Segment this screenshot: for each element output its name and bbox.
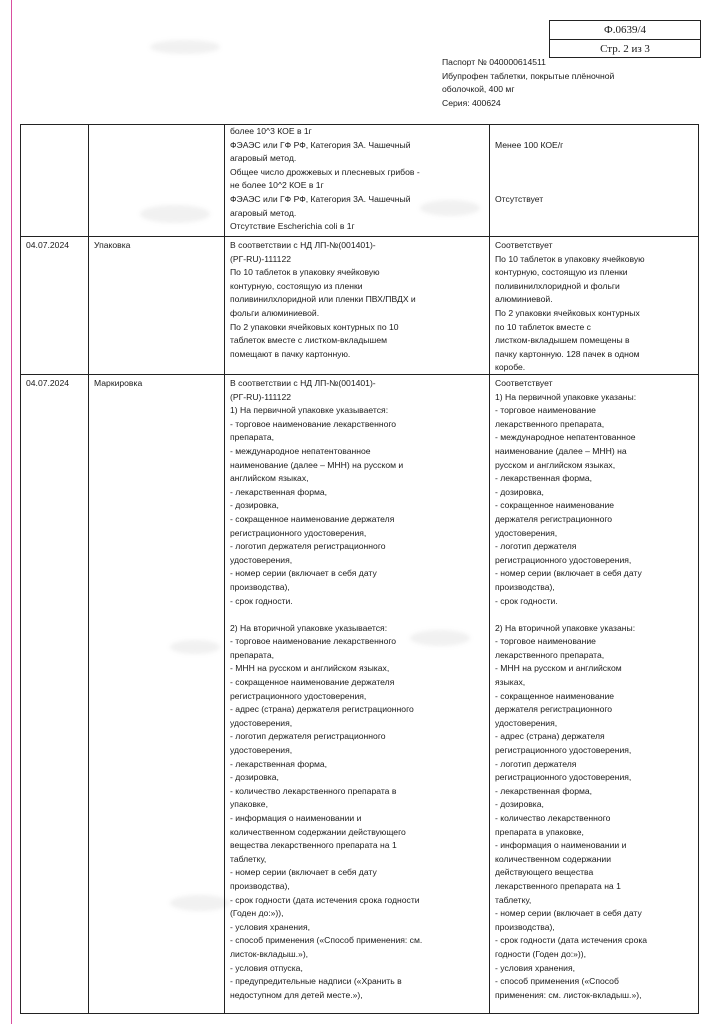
text-line: таблетку, [495,894,532,905]
text-line: применения: см. листок-вкладыш.»), [495,989,642,1000]
text-line: Менее 100 КОЕ/г [495,139,564,150]
product-name-line-2: оболочкой, 400 мг [442,84,515,94]
text-line: поливинилхлоридной и фольги [495,280,620,291]
text-line [230,608,422,622]
text-line: удостоверения, [230,554,293,565]
text-line: наименование (далее – МНН) на [495,445,627,456]
text-line: - номер серии (включает в себя дату [230,867,377,878]
text-line: пачку картонную. 128 пачек в одном [495,348,640,359]
row-requirement [230,377,422,1002]
text-line: препарата, [230,432,275,443]
text-line: - информация о наименовании и [495,840,627,851]
text-line: - адрес (страна) держателя регистрационного [230,704,414,715]
text-line: 1) На первичной упаковке указывается: [230,405,389,416]
scan-smudge [150,40,220,54]
text-line: удостоверения, [495,717,558,728]
text-line: - условия отпуска, [230,962,303,973]
text-line: - информация о наименовании и [230,813,362,823]
text-line: недоступном для детей месте.»), [230,989,363,1000]
text-line: контурную, состоящую из пленки [495,267,628,278]
text-line: 2) На вторичной упаковке указывается: [230,622,388,633]
text-line: более 10^3 КОЕ в 1г [230,126,312,136]
text-line: - способ применения («Способ применения: см. [230,935,423,946]
text-line: - лекарственная форма, [495,785,593,796]
text-line: производства), [230,581,290,592]
text-line: - дозировка, [230,772,279,783]
text-line: По 10 таблеток в упаковку ячейковую [495,253,645,264]
text-line: - номер серии (включает в себя дату [495,908,642,919]
text-line: держателя регистрационного [495,513,613,524]
text-line: Соответствует [495,378,553,388]
text-line: производства), [230,880,290,891]
text-line: фольги алюминиевой. [230,307,320,318]
text-line: русском и английском языках, [495,459,616,470]
row-parameter: Маркировка [94,378,143,388]
text-line: листок-вкладыш.»), [230,948,309,959]
text-line: годности (Годен до:»)), [495,948,587,959]
text-line: лекарственного препарата на 1 [495,880,621,891]
page-number: Стр. 2 из 3 [550,39,700,58]
text-line: количественном содержании действующего [230,826,406,837]
text-line: - лекарственная форма, [495,473,593,484]
text-line: - предупредительные надписи («Хранить в [230,976,402,987]
text-line: - торговое наименование лекарственного [230,636,397,647]
column-divider [88,125,89,1013]
text-line: В соответствии с НД ЛП-№(001401)- [230,378,376,388]
row-date: 04.07.2024 [26,240,70,250]
text-line: ФЭАЭС или ГФ РФ, Категория 3А. Чашечный [230,193,411,204]
text-line: - дозировка, [230,500,279,511]
text-line: контурную, состоящую из пленки [230,280,363,291]
text-line: По 2 упаковки ячейковых контурных по 10 [230,321,399,332]
text-line: - дозировка, [495,799,544,810]
text-line: регистрационного удостоверения, [495,772,632,783]
text-line: - условия хранения, [230,921,311,932]
text-line: регистрационного удостоверения, [495,554,632,565]
text-line: препарата в упаковке, [495,826,584,837]
text-line: лекарственного препарата, [495,649,605,660]
text-line: ФЭАЭС или ГФ РФ, Категория 3А. Чашечный [230,139,411,150]
text-line: алюминиевой. [495,294,553,305]
text-line: регистрационного удостоверения, [230,690,367,701]
text-line: поливинилхлоридной или пленки ПВХ/ПВДХ и [230,294,416,305]
text-line: препарата, [230,649,275,660]
text-line: листком-вкладышем помещены в [495,335,630,346]
text-line: В соответствии с НД ЛП-№(001401)- [230,240,376,250]
text-line: - сокращенное наименование [495,690,615,701]
text-line: - МНН на русском и английском [495,663,622,674]
row-parameter: Упаковка [94,240,131,250]
text-line [495,608,647,622]
text-line: - торговое наименование лекарственного [230,418,397,429]
text-line: Отсутствие Escherichia coli в 1г [230,221,355,232]
text-line: лекарственного препарата, [495,418,605,429]
text-line: английском языках, [230,473,309,484]
text-line: не более 10^2 КОЕ в 1г [230,180,324,191]
text-line: (РГ-RU)-111122 [230,253,292,264]
text-line: 1) На первичной упаковке указаны: [495,391,637,402]
text-line [495,125,563,139]
column-divider [489,125,490,1013]
text-line: - сокращенное наименование держателя [230,513,395,524]
results-table [20,124,699,1014]
text-line: регистрационного удостоверения, [495,745,632,756]
text-line: помещают в пачку картонную. [230,348,351,359]
text-line: - логотип держателя регистрационного [230,541,386,552]
text-line: упаковке, [230,799,268,810]
text-line: - международное непатентованное [230,445,371,456]
text-line: наименование (далее – МНН) на русском и [230,459,404,470]
row-result [495,239,645,375]
row-divider [21,236,698,237]
passport-number: Паспорт № 040000614511 [442,57,546,67]
text-line: таблетку, [230,853,267,864]
text-line: Общее число дрожжевых и плесневых грибов - [230,166,420,177]
text-line: - номер серии (включает в себя дату [495,568,642,579]
text-line: - срок годности. [495,595,558,606]
text-line: По 2 упаковки ячейковых контурных [495,307,640,318]
text-line: удостоверения, [230,717,293,728]
text-line: - срок годности (дата истечения срока [495,935,648,946]
text-line: - количество лекарственного препарата в [230,785,397,796]
text-line: регистрационного удостоверения, [230,527,367,538]
text-line: количественном содержании [495,853,611,864]
text-line: - адрес (страна) держателя [495,731,605,742]
text-line: - дозировка, [495,486,544,497]
text-line: - логотип держателя [495,541,577,552]
row-requirement [230,125,420,234]
margin-line [11,0,12,1024]
text-line: - лекарственная форма, [230,758,328,769]
text-line: держателя регистрационного [495,704,613,715]
text-line: Отсутствует [495,193,544,204]
text-line: - торговое наименование [495,405,596,416]
product-name-line-1: Ибупрофен таблетки, покрытые плёночной [442,70,615,81]
text-line: Соответствует [495,240,553,250]
text-line: - количество лекарственного [495,813,611,823]
text-line: коробе. [495,362,526,373]
text-line: - логотип держателя [495,758,577,769]
row-result [495,377,647,1002]
text-line: языках, [495,677,526,688]
text-line [495,152,563,166]
text-line: по 10 таблеток вместе с [495,321,591,332]
text-line: - номер серии (включает в себя дату [230,568,377,579]
text-line: (РГ-RU)-111122 [230,391,292,402]
text-line: - международное непатентованное [495,432,636,443]
batch-number: Серия: 400624 [442,97,501,108]
row-requirement [230,239,416,361]
text-line: - срок годности. [230,595,293,606]
text-line: (Годен до:»)), [230,908,284,919]
passport-header [442,56,702,110]
text-line: - логотип держателя регистрационного [230,731,386,742]
text-line [495,166,563,180]
form-code-box [549,20,701,58]
text-line: действующего вещества [495,867,594,878]
text-line: - срок годности (дата истечения срока годности [230,894,420,905]
text-line: таблеток вместе с листком-вкладышем [230,335,388,346]
text-line: агаровый метод. [230,207,297,218]
text-line: - МНН на русском и английском языках, [230,663,390,674]
text-line: - торговое наименование [495,636,596,647]
column-divider [224,125,225,1013]
text-line: - сокращенное наименование держателя [230,677,395,688]
text-line: По 10 таблеток в упаковку ячейковую [230,267,380,278]
row-date: 04.07.2024 [26,378,70,388]
text-line: - сокращенное наименование [495,500,615,511]
text-line: агаровый метод. [230,153,297,164]
form-code: Ф.0639/4 [604,24,646,36]
text-line: - способ применения («Способ [495,976,619,987]
text-line: 2) На вторичной упаковке указаны: [495,622,636,633]
text-line: вещества лекарственного препарата на 1 [230,840,397,851]
text-line: - условия хранения, [495,962,576,973]
text-line: - лекарственная форма, [230,486,328,497]
text-line: производства), [495,921,555,932]
row-result [495,125,563,207]
text-line [495,179,563,193]
text-line: производства), [495,581,555,592]
text-line: удостоверения, [230,745,293,756]
text-line: удостоверения, [495,527,558,538]
